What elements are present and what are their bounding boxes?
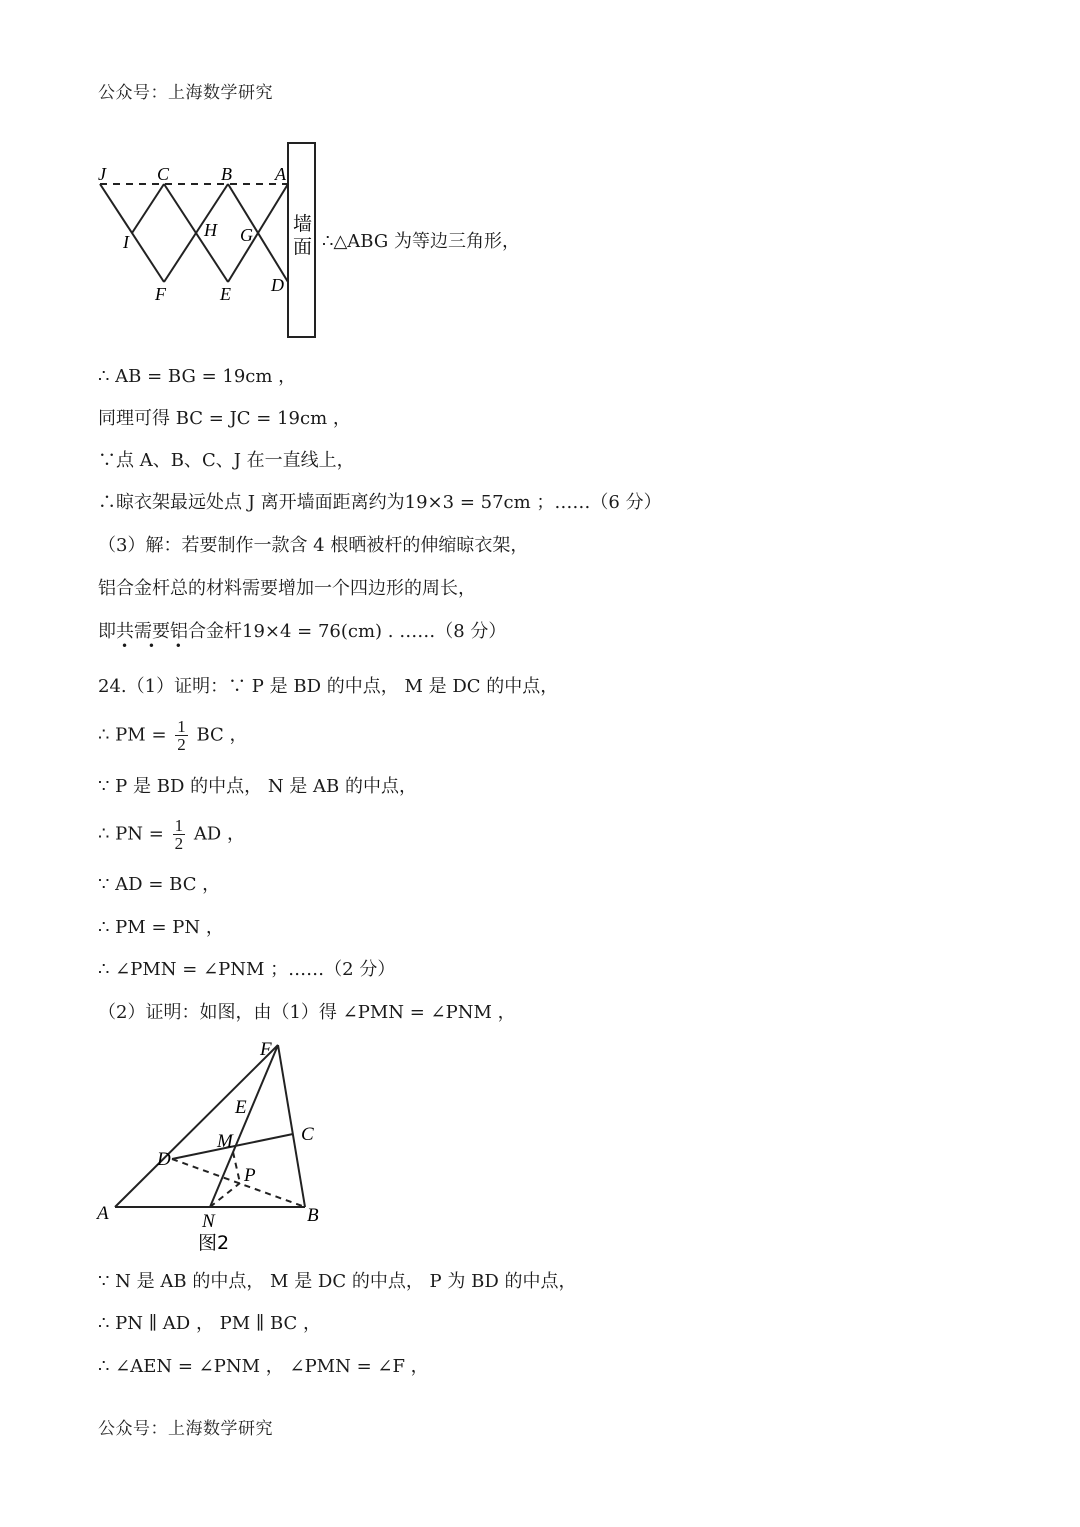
label-J: J xyxy=(98,164,106,184)
text-line: ∴晾衣架最远处点 J 离开墙面距离约为19×3 = 57cm ；……（6 分） xyxy=(98,492,662,513)
text-line: ∵ AD = BC ， xyxy=(98,874,221,895)
page-header: 公众号：上海数学研究 xyxy=(98,83,273,103)
text-line: （2）证明：如图，由（1）得 ∠PMN = ∠PNM ， xyxy=(98,1002,516,1023)
wall-label-1: 墙 xyxy=(293,213,313,235)
text-line: 同理可得 BC = JC = 19cm ， xyxy=(98,408,351,429)
label-H: H xyxy=(204,220,217,240)
fraction xyxy=(175,718,188,753)
text-line: ∴ ∠AEN = ∠PNM ， ∠PMN = ∠F ， xyxy=(98,1356,429,1377)
text-line: 即共需要铝合金杆19×4 = 76(cm) . ……（8 分） xyxy=(98,621,507,642)
figure2-caption: 图2 xyxy=(198,1232,230,1254)
label-B: B xyxy=(221,164,232,184)
eq-prefix: ∴ PM = xyxy=(98,724,167,746)
text-line: ∵点 A、B、C、J 在一直线上， xyxy=(98,450,355,471)
fraction-numerator: 1 xyxy=(177,717,186,736)
label-E: E xyxy=(220,284,231,304)
text-line: ∵ P 是 BD 的中点， N 是 AB 的中点， xyxy=(98,776,417,797)
fraction-denominator: 2 xyxy=(177,735,186,754)
emphasis-dots: • • • xyxy=(121,639,190,653)
label-P: P xyxy=(244,1165,256,1186)
label-N: N xyxy=(202,1211,215,1232)
eq-prefix: ∴ PN = xyxy=(98,823,164,845)
text-line: ∴ AB = BG = 19cm ， xyxy=(98,366,297,387)
equation-line xyxy=(98,817,245,852)
problem-24-heading: 24.（1）证明：∵ P 是 BD 的中点， M 是 DC 的中点， xyxy=(98,676,559,697)
equation-line xyxy=(98,718,248,753)
label-F: F xyxy=(260,1039,272,1060)
label-D: D xyxy=(271,275,284,295)
label-M: M xyxy=(217,1131,233,1152)
label-G: G xyxy=(240,225,253,245)
label-F: F xyxy=(155,284,166,304)
text-line: ∵ N 是 AB 的中点， M 是 DC 的中点， P 为 BD 的中点， xyxy=(98,1271,577,1292)
label-A: A xyxy=(97,1203,109,1224)
wall-label-2: 面 xyxy=(293,236,313,258)
fraction xyxy=(173,817,186,852)
label-E: E xyxy=(235,1097,247,1118)
label-I: I xyxy=(123,232,129,252)
fraction-denominator: 2 xyxy=(174,834,184,853)
label-A: A xyxy=(275,164,286,184)
page-footer: 公众号：上海数学研究 xyxy=(98,1419,273,1439)
figure-triangle xyxy=(95,1035,335,1260)
label-D: D xyxy=(157,1149,171,1170)
text-line: ∴ ∠PMN = ∠PNM ；……（2 分） xyxy=(98,959,396,980)
label-C: C xyxy=(157,164,170,184)
figure1-caption: ∴△ABG 为等边三角形， xyxy=(322,231,520,252)
figure-clothes-rack xyxy=(90,140,330,345)
text-line: ∴ PM = PN ， xyxy=(98,917,224,938)
label-C: C xyxy=(301,1124,314,1145)
eq-suffix: BC ， xyxy=(196,724,248,746)
fraction-numerator: 1 xyxy=(174,816,184,835)
text-line: 铝合金杆总的材料需要增加一个四边形的周长， xyxy=(98,578,476,599)
eq-suffix: AD ， xyxy=(193,823,245,845)
label-B: B xyxy=(307,1205,319,1226)
text-line: ∴ PN ∥ AD ， PM ∥ BC ， xyxy=(98,1313,322,1334)
text-line: （3）解：若要制作一款含 4 根晒被杆的伸缩晾衣架， xyxy=(98,535,529,556)
